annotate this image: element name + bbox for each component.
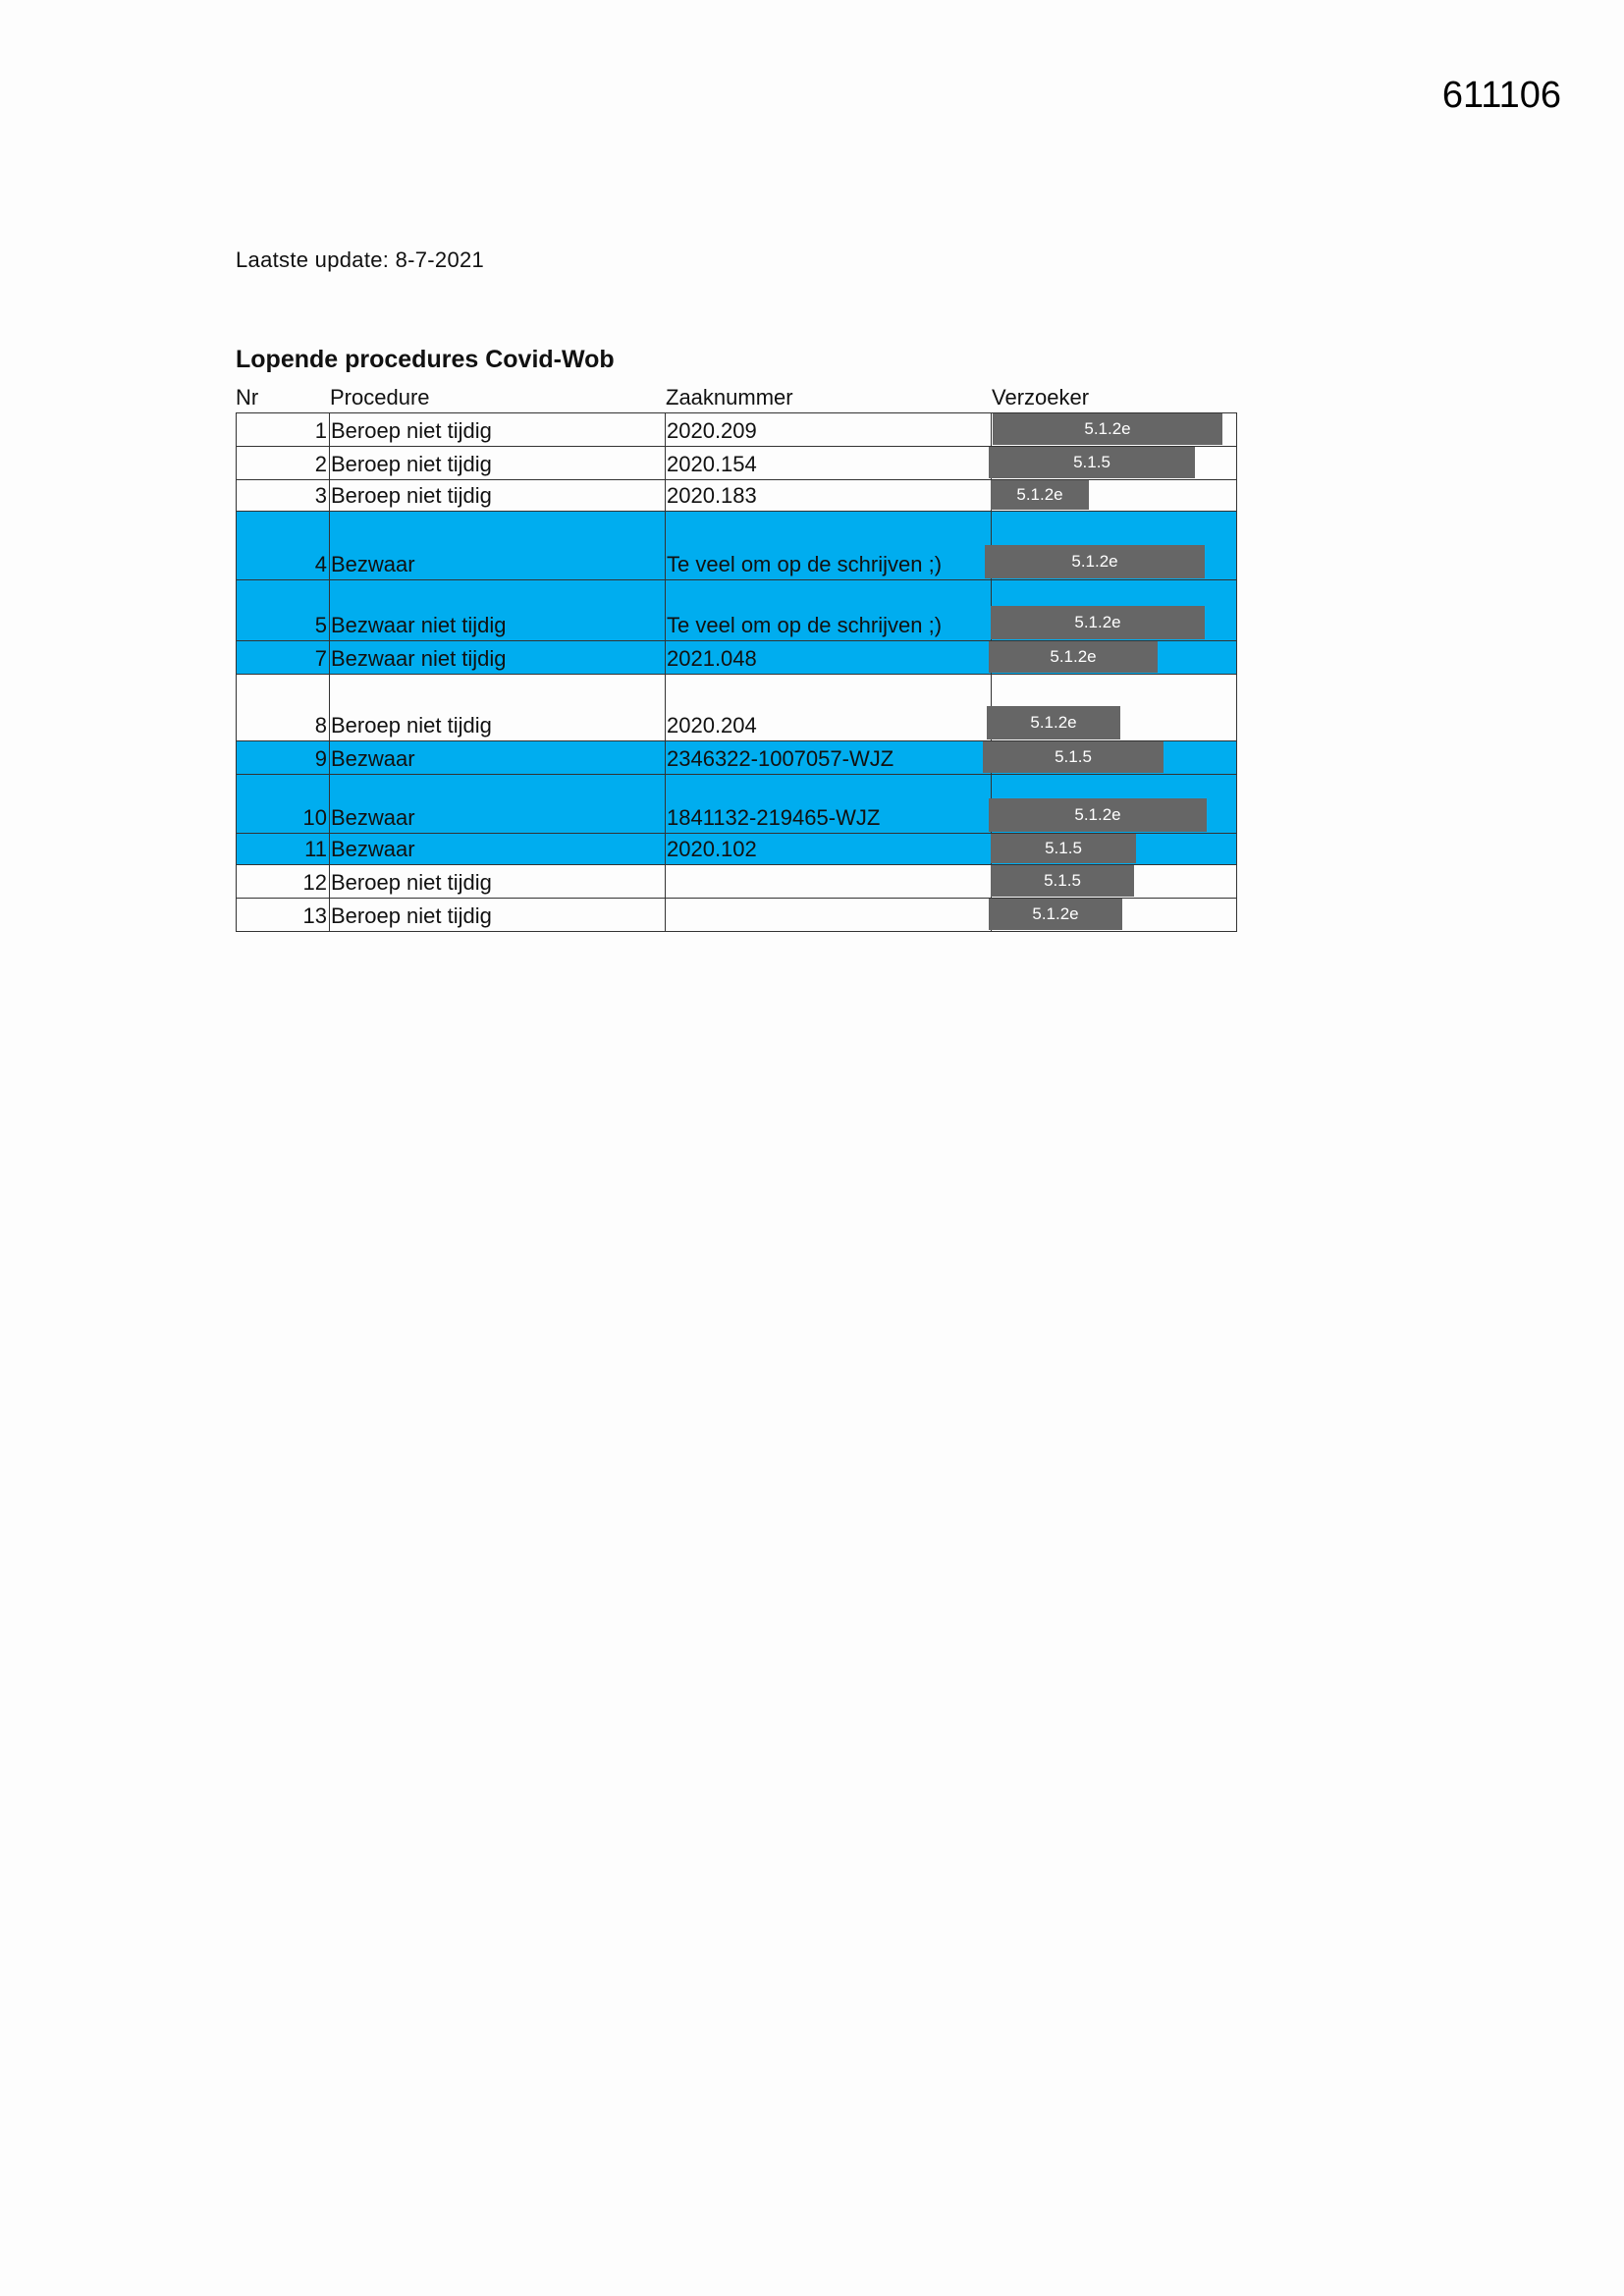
table-row	[236, 834, 1237, 865]
table-row	[236, 413, 1237, 447]
cell-nr: 9	[314, 746, 327, 771]
table-row	[236, 865, 1237, 899]
cell-nr: 7	[314, 646, 327, 671]
cell-nr: 8	[314, 713, 327, 738]
redaction-box: 5.1.2e	[987, 706, 1120, 739]
table-row	[236, 480, 1237, 512]
cell-zaaknummer: Te veel om op de schrijven ;)	[667, 552, 943, 576]
table-row	[236, 741, 1237, 775]
redaction-box: 5.1.2e	[989, 899, 1122, 930]
redaction-box: 5.1.5	[983, 741, 1164, 773]
cell-nr: 13	[302, 903, 327, 928]
table-row	[236, 447, 1237, 480]
header-zaaknummer: Zaaknummer	[666, 385, 793, 410]
cell-procedure: Beroep niet tijdig	[331, 452, 492, 476]
cell-procedure: Bezwaar	[331, 805, 415, 830]
table-row	[236, 775, 1237, 834]
cell-procedure: Bezwaar	[331, 837, 415, 861]
cell-zaaknummer: 2020.102	[667, 837, 757, 861]
cell-zaaknummer: 2020.209	[667, 418, 757, 443]
redaction-box: 5.1.5	[991, 865, 1134, 897]
cell-zaaknummer: 1841132-219465-WJZ	[667, 805, 881, 830]
cell-procedure: Beroep niet tijdig	[331, 483, 492, 508]
redaction-box: 5.1.5	[989, 447, 1195, 478]
cell-zaaknummer: 2346322-1007057-WJZ	[667, 746, 894, 771]
table-row	[236, 899, 1237, 932]
header-nr: Nr	[236, 385, 259, 410]
cell-procedure: Bezwaar niet tijdig	[331, 646, 507, 671]
cell-nr: 4	[314, 552, 327, 576]
redaction-box: 5.1.2e	[993, 413, 1222, 445]
redaction-box: 5.1.2e	[989, 798, 1207, 832]
cell-procedure: Beroep niet tijdig	[331, 418, 492, 443]
cell-nr: 3	[314, 483, 327, 508]
cell-nr: 2	[314, 452, 327, 476]
cell-procedure: Beroep niet tijdig	[331, 713, 492, 738]
last-update-line: Laatste update: 8-7-2021	[236, 247, 485, 272]
cell-nr: 5	[314, 613, 327, 637]
table-row	[236, 580, 1237, 641]
cell-zaaknummer: 2021.048	[667, 646, 757, 671]
cell-zaaknummer: 2020.183	[667, 483, 757, 508]
cell-procedure: Bezwaar	[331, 746, 415, 771]
cell-zaaknummer: Te veel om op de schrijven ;)	[667, 613, 943, 637]
table-row	[236, 512, 1237, 580]
document-number: 611106	[1441, 75, 1561, 116]
cell-nr: 10	[302, 805, 327, 830]
redaction-box: 5.1.2e	[989, 641, 1158, 673]
cell-procedure: Beroep niet tijdig	[331, 903, 492, 928]
redaction-box: 5.1.5	[991, 834, 1136, 863]
table-row	[236, 641, 1237, 675]
header-procedure: Procedure	[330, 385, 430, 410]
table-body	[236, 412, 1237, 932]
procedures-table	[236, 383, 1237, 932]
table-header-row	[236, 383, 1237, 412]
cell-procedure: Bezwaar niet tijdig	[331, 613, 507, 637]
redaction-box: 5.1.2e	[991, 480, 1089, 510]
cell-zaaknummer: 2020.204	[667, 713, 757, 738]
table-row	[236, 675, 1237, 741]
cell-nr: 12	[302, 870, 327, 895]
redaction-box: 5.1.2e	[985, 545, 1205, 578]
table-title: Lopende procedures Covid-Wob	[236, 346, 615, 373]
cell-procedure: Bezwaar	[331, 552, 415, 576]
cell-procedure: Beroep niet tijdig	[331, 870, 492, 895]
cell-nr: 1	[314, 418, 327, 443]
redaction-box: 5.1.2e	[991, 606, 1205, 639]
cell-nr: 11	[304, 837, 327, 861]
header-verzoeker: Verzoeker	[992, 385, 1090, 410]
cell-zaaknummer: 2020.154	[667, 452, 757, 476]
